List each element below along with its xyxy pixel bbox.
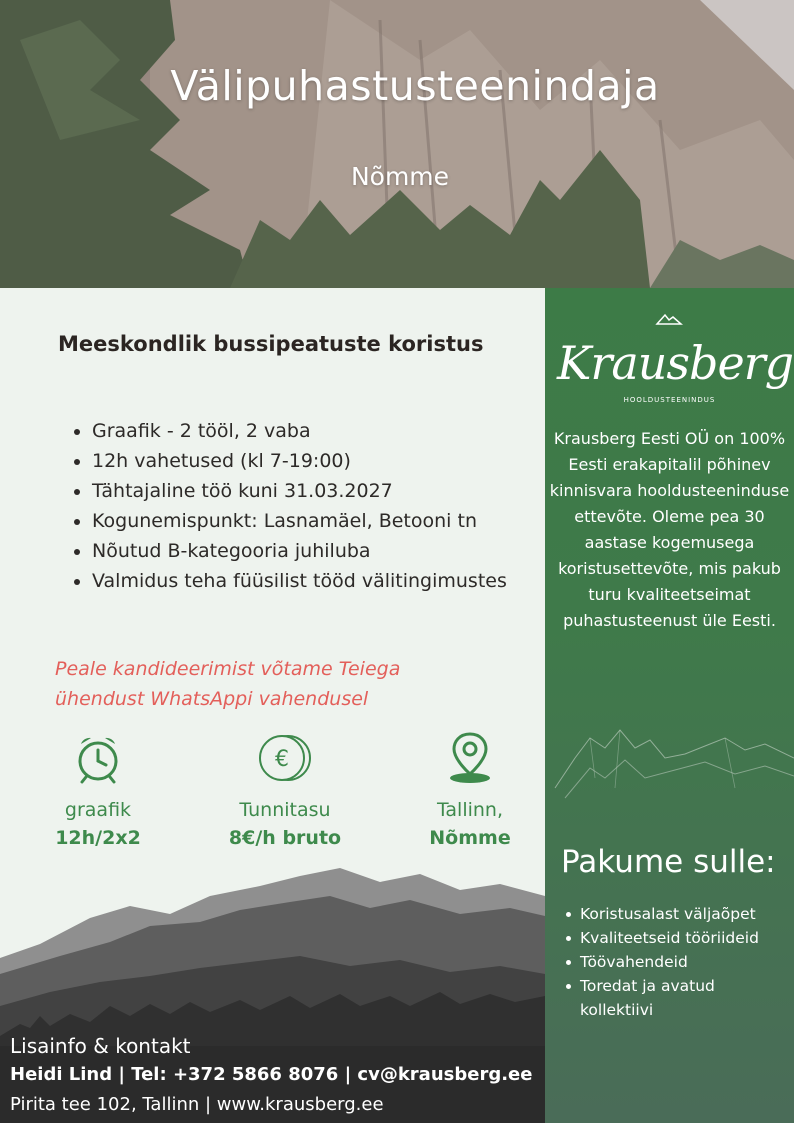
whatsapp-note: Peale kandideerimist võtame Teiega ühendust WhatsAppi vahendusel bbox=[55, 658, 401, 710]
contact-address: Pirita tee 102, Tallinn | www.krausberg.ee bbox=[10, 1094, 384, 1115]
svg-text:€: € bbox=[275, 747, 289, 772]
feature-value: Nõmme bbox=[429, 827, 511, 849]
list-item: Kogunemispunkt: Lasnamäel, Betooni tn bbox=[92, 506, 532, 536]
list-item: Koristusalast väljaõpet bbox=[580, 902, 785, 926]
company-description: Krausberg Eesti OÜ on 100% Eesti erakapitalil põhinev kinnisvara hooldusteeninduse ettevõte. Oleme pea 30 aastase kogemusega koristusettevõte, mis pakub turu kvaliteetseimat puhastusteenust üle Eesti. bbox=[549, 429, 790, 630]
list-item: Graafik - 2 tööl, 2 vaba bbox=[92, 416, 532, 446]
alarm-clock-icon bbox=[73, 732, 123, 784]
logo-mountain-icon bbox=[655, 312, 683, 326]
mountain-line-art bbox=[545, 718, 794, 818]
list-item: Kvaliteetseid tööriideid bbox=[580, 926, 785, 950]
sidebar-panel bbox=[545, 288, 794, 1123]
offer-list bbox=[580, 902, 785, 1022]
feature-location bbox=[420, 728, 520, 852]
hero-banner bbox=[0, 0, 794, 288]
contact-block bbox=[10, 1032, 532, 1120]
euro-coin-icon bbox=[258, 732, 312, 784]
feature-value: 8€/h bruto bbox=[228, 827, 342, 849]
logo-subtitle: HOOLDUSTEENINDUS bbox=[623, 396, 716, 404]
hero-mountain-photo bbox=[0, 0, 794, 288]
feature-wage bbox=[215, 728, 355, 852]
list-item: Valmidus teha füüsilist tööd välitingimustes bbox=[92, 566, 532, 596]
contact-person: Heidi Lind | Tel: +372 5866 8076 | cv@krausberg.ee bbox=[10, 1064, 533, 1085]
feature-value: 12h/2x2 bbox=[55, 827, 141, 849]
list-item: 12h vahetused (kl 7-19:00) bbox=[92, 446, 532, 476]
list-item: Nõutud B-kategooria juhiluba bbox=[92, 536, 532, 566]
list-item: Tähtajaline töö kuni 31.03.2027 bbox=[92, 476, 532, 506]
offer-title: Pakume sulle: bbox=[561, 844, 776, 880]
feature-schedule bbox=[48, 728, 148, 852]
job-title: Välipuhastusteenindaja bbox=[170, 62, 660, 110]
contact-heading: Lisainfo & kontakt bbox=[10, 1034, 191, 1058]
list-item: Töövahendeid bbox=[580, 950, 785, 974]
logo-wordmark: Krausberg bbox=[557, 336, 794, 390]
headline: Meeskondlik bussipeatuste koristus bbox=[58, 332, 484, 356]
list-item: Toredat ja avatud kollektiivi bbox=[580, 974, 785, 1022]
main-content bbox=[0, 288, 545, 1123]
job-location: Nõmme bbox=[350, 162, 450, 191]
map-pin-icon bbox=[448, 732, 492, 784]
feature-label: Tallinn, bbox=[436, 799, 504, 821]
krausberg-logo bbox=[557, 312, 794, 412]
requirements-list bbox=[92, 416, 532, 596]
feature-label: Tunnitasu bbox=[239, 799, 331, 821]
feature-label: graafik bbox=[64, 799, 132, 821]
